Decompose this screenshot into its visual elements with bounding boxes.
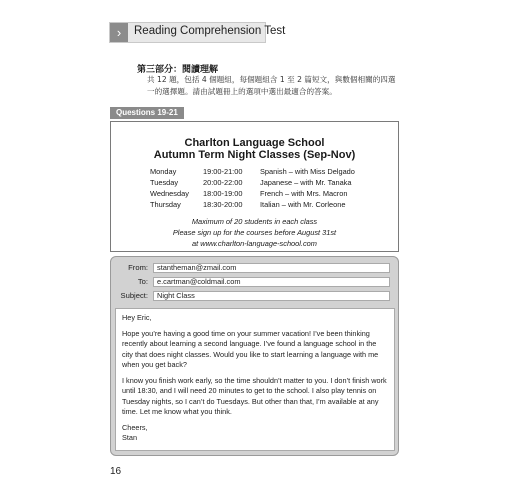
schedule-time: 18:30-20:00 xyxy=(203,200,243,209)
section-title: 第三部分：閱讀理解 xyxy=(137,65,219,75)
notice-footer-line: Maximum of 20 students in each class xyxy=(191,217,318,226)
header-title: Reading Comprehension Test xyxy=(134,25,286,37)
schedule-time: 18:00-19:00 xyxy=(203,189,243,198)
schedule-day: Monday xyxy=(150,167,177,176)
email-window xyxy=(110,256,399,456)
page-number: 16 xyxy=(110,466,122,477)
to-label: To: xyxy=(137,277,148,286)
email-signature: Stan xyxy=(122,433,138,442)
email-greeting: Hey Eric, xyxy=(122,313,152,322)
schedule-class: Japanese – with Mr. Tanaka xyxy=(260,178,352,187)
question-range-label: Questions 19-21 xyxy=(110,107,184,119)
notice-subtitle: Autumn Term Night Classes (Sep-Nov) xyxy=(153,149,356,161)
schedule-class: Italian – with Mr. Corleone xyxy=(260,200,346,209)
email-paragraph: Hope you’re having a good time on your summer vacation! I’ve been thinking recently about learning a second language. I’ve found a language school in the city that does night classes. Would you like to start learning a language with me when you get back? xyxy=(122,328,379,369)
chevron-right-icon: › xyxy=(110,23,128,42)
test-header xyxy=(109,22,286,43)
to-field[interactable]: e.cartman@coldmail.com xyxy=(153,277,390,287)
from-label: From: xyxy=(128,263,148,272)
schedule-day: Thursday xyxy=(150,200,181,209)
email-body[interactable] xyxy=(115,308,395,451)
schedule-day: Tuesday xyxy=(150,178,179,187)
schedule-day: Wednesday xyxy=(150,189,189,198)
from-field[interactable]: stantheman@zmail.com xyxy=(153,263,390,273)
subject-field[interactable]: Night Class xyxy=(153,291,390,301)
subject-label: Subject: xyxy=(120,291,148,300)
notice-footer-url: at www.charlton-language-school.com xyxy=(192,239,317,248)
schedule-class: Spanish – with Miss Delgado xyxy=(260,167,355,176)
email-signoff: Cheers, xyxy=(122,422,148,432)
notice-footer-line: Please sign up for the courses before August 31st xyxy=(172,228,337,237)
section-instruction: 共 12 題，包括 4 個題組，每個題組含 1 至 2 篇短文，與數個相關的四選一的選擇題。請由試題冊上的選項中選出最適合的答案。 xyxy=(147,75,396,96)
email-paragraph: I know you finish work early, so the time shouldn’t matter to you. I don’t finish work until 18:30, and I will need 20 minutes to get to the school. I also play tennis on Tuesday nights, so I can’t do Tuesdays. But other than that, I’m available at any time. Let me know what you think. xyxy=(122,375,387,416)
schedule-time: 19:00-21:00 xyxy=(203,167,243,176)
schedule-time: 20:00-22:00 xyxy=(203,178,243,187)
school-notice xyxy=(110,121,399,252)
notice-title: Charlton Language School xyxy=(184,137,325,149)
schedule-class: French – with Mrs. Macron xyxy=(260,189,348,198)
